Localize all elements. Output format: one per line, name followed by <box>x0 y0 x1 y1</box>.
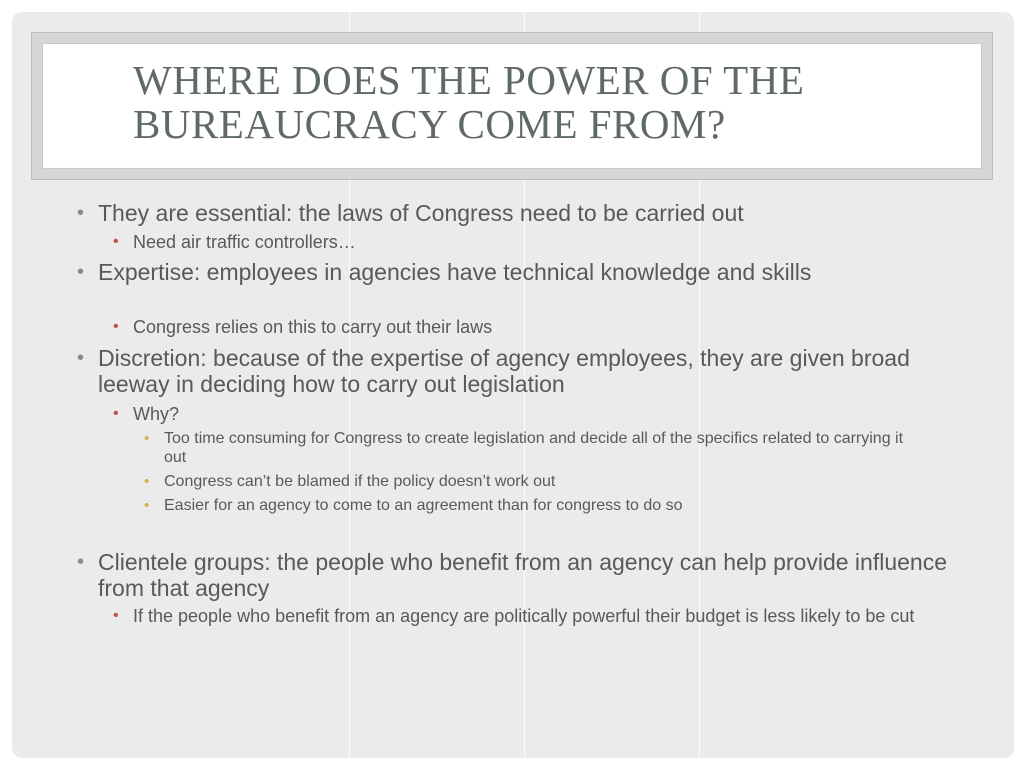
list-item <box>77 549 978 601</box>
list-item <box>113 231 933 253</box>
list-item-text: Discretion: because of the expertise of agency employees, they are given broad leeway in deciding how to carry out legislation <box>98 345 910 397</box>
bullet-icon: • <box>77 551 85 573</box>
list-item <box>113 403 933 425</box>
list-item-text: Too time consuming for Congress to create legislation and decide all of the specifics related to carrying it out <box>164 430 904 466</box>
bullet-icon: • <box>144 497 150 514</box>
bullet-icon: • <box>144 430 150 447</box>
list-item <box>77 200 978 226</box>
list-item-text: Congress can’t be blamed if the policy doesn’t work out <box>164 473 556 490</box>
list-item-text: Expertise: employees in agencies have technical knowledge and skills <box>98 259 812 285</box>
list-item-text: Clientele groups: the people who benefit from an agency can help provide influence from that agency <box>98 549 948 601</box>
list-item <box>144 496 924 515</box>
bullet-icon: • <box>113 405 119 422</box>
list-item <box>77 345 978 397</box>
list-item <box>144 472 924 491</box>
list-item <box>144 429 924 467</box>
list-item <box>113 316 933 338</box>
list-item-text: Need air traffic controllers… <box>133 232 356 252</box>
list-item-text: Why? <box>133 404 180 424</box>
slide-title: WHERE DOES THE POWER OF THE BUREAUCRACY COME FROM? <box>133 57 805 147</box>
list-item-text: They are essential: the laws of Congress need to be carried out <box>98 200 744 226</box>
bullet-icon: • <box>77 347 85 369</box>
list-item <box>113 605 933 627</box>
list-item-text: Congress relies on this to carry out their laws <box>133 317 493 337</box>
bullet-icon: • <box>77 261 85 283</box>
bullet-list <box>12 12 1014 758</box>
bullet-icon: • <box>77 202 85 224</box>
slide <box>12 12 1014 758</box>
bullet-icon: • <box>144 473 150 490</box>
bullet-icon: • <box>113 607 119 624</box>
bullet-icon: • <box>113 318 119 335</box>
list-item-text: If the people who benefit from an agency are politically powerful their budget is less likely to be cut <box>133 606 915 626</box>
list-item-text: Easier for an agency to come to an agreement than for congress to do so <box>164 497 683 514</box>
list-item <box>77 259 978 285</box>
bullet-icon: • <box>113 233 119 250</box>
